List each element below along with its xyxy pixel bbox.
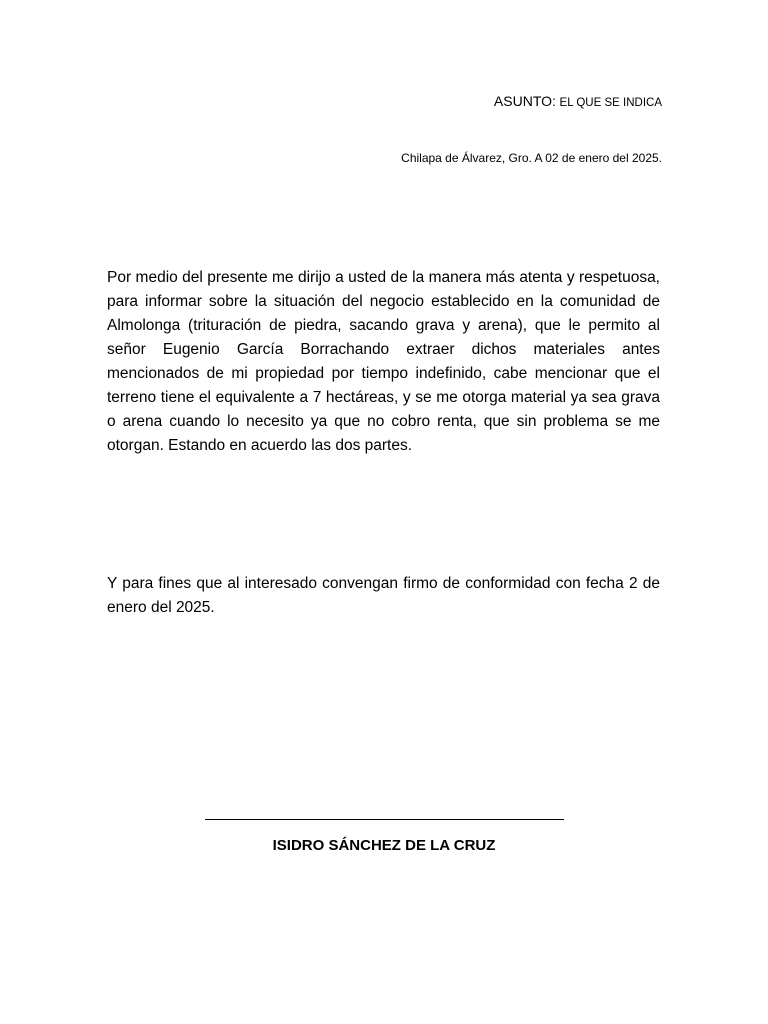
closing-paragraph: Y para fines que al interesado convengan firmo de conformidad con fecha 2 de enero del 2025. (107, 575, 660, 616)
subject-line (494, 93, 662, 109)
place-date: Chilapa de Álvarez, Gro. A 02 de enero del 2025. (401, 151, 662, 165)
subject-label: ASUNTO: (493, 93, 556, 109)
subject-value: EL QUE SE INDICA (559, 97, 662, 109)
signature-line (205, 819, 564, 820)
letter-body-paragraph: Por medio del presente me dirijo a usted de la manera más atenta y respetuosa, para informar sobre la situación del negocio establecido en la comunidad de Almolonga (trituración de piedra, sacando grava y arena), que le permito al señor Eugenio García Borrachando extraer dichos materiales antes mencionados de mi propiedad por tiempo indefinido, cabe mencionar que el terreno tiene el equivalente a 7 hectáreas, y se me otorga material ya sea grava o arena cuando lo necesito ya que no cobro renta, que sin problema se me otorgan. Estando en acuerdo las dos partes. (107, 269, 660, 454)
signer-name: ISIDRO SÁNCHEZ DE LA CRUZ (272, 837, 496, 854)
